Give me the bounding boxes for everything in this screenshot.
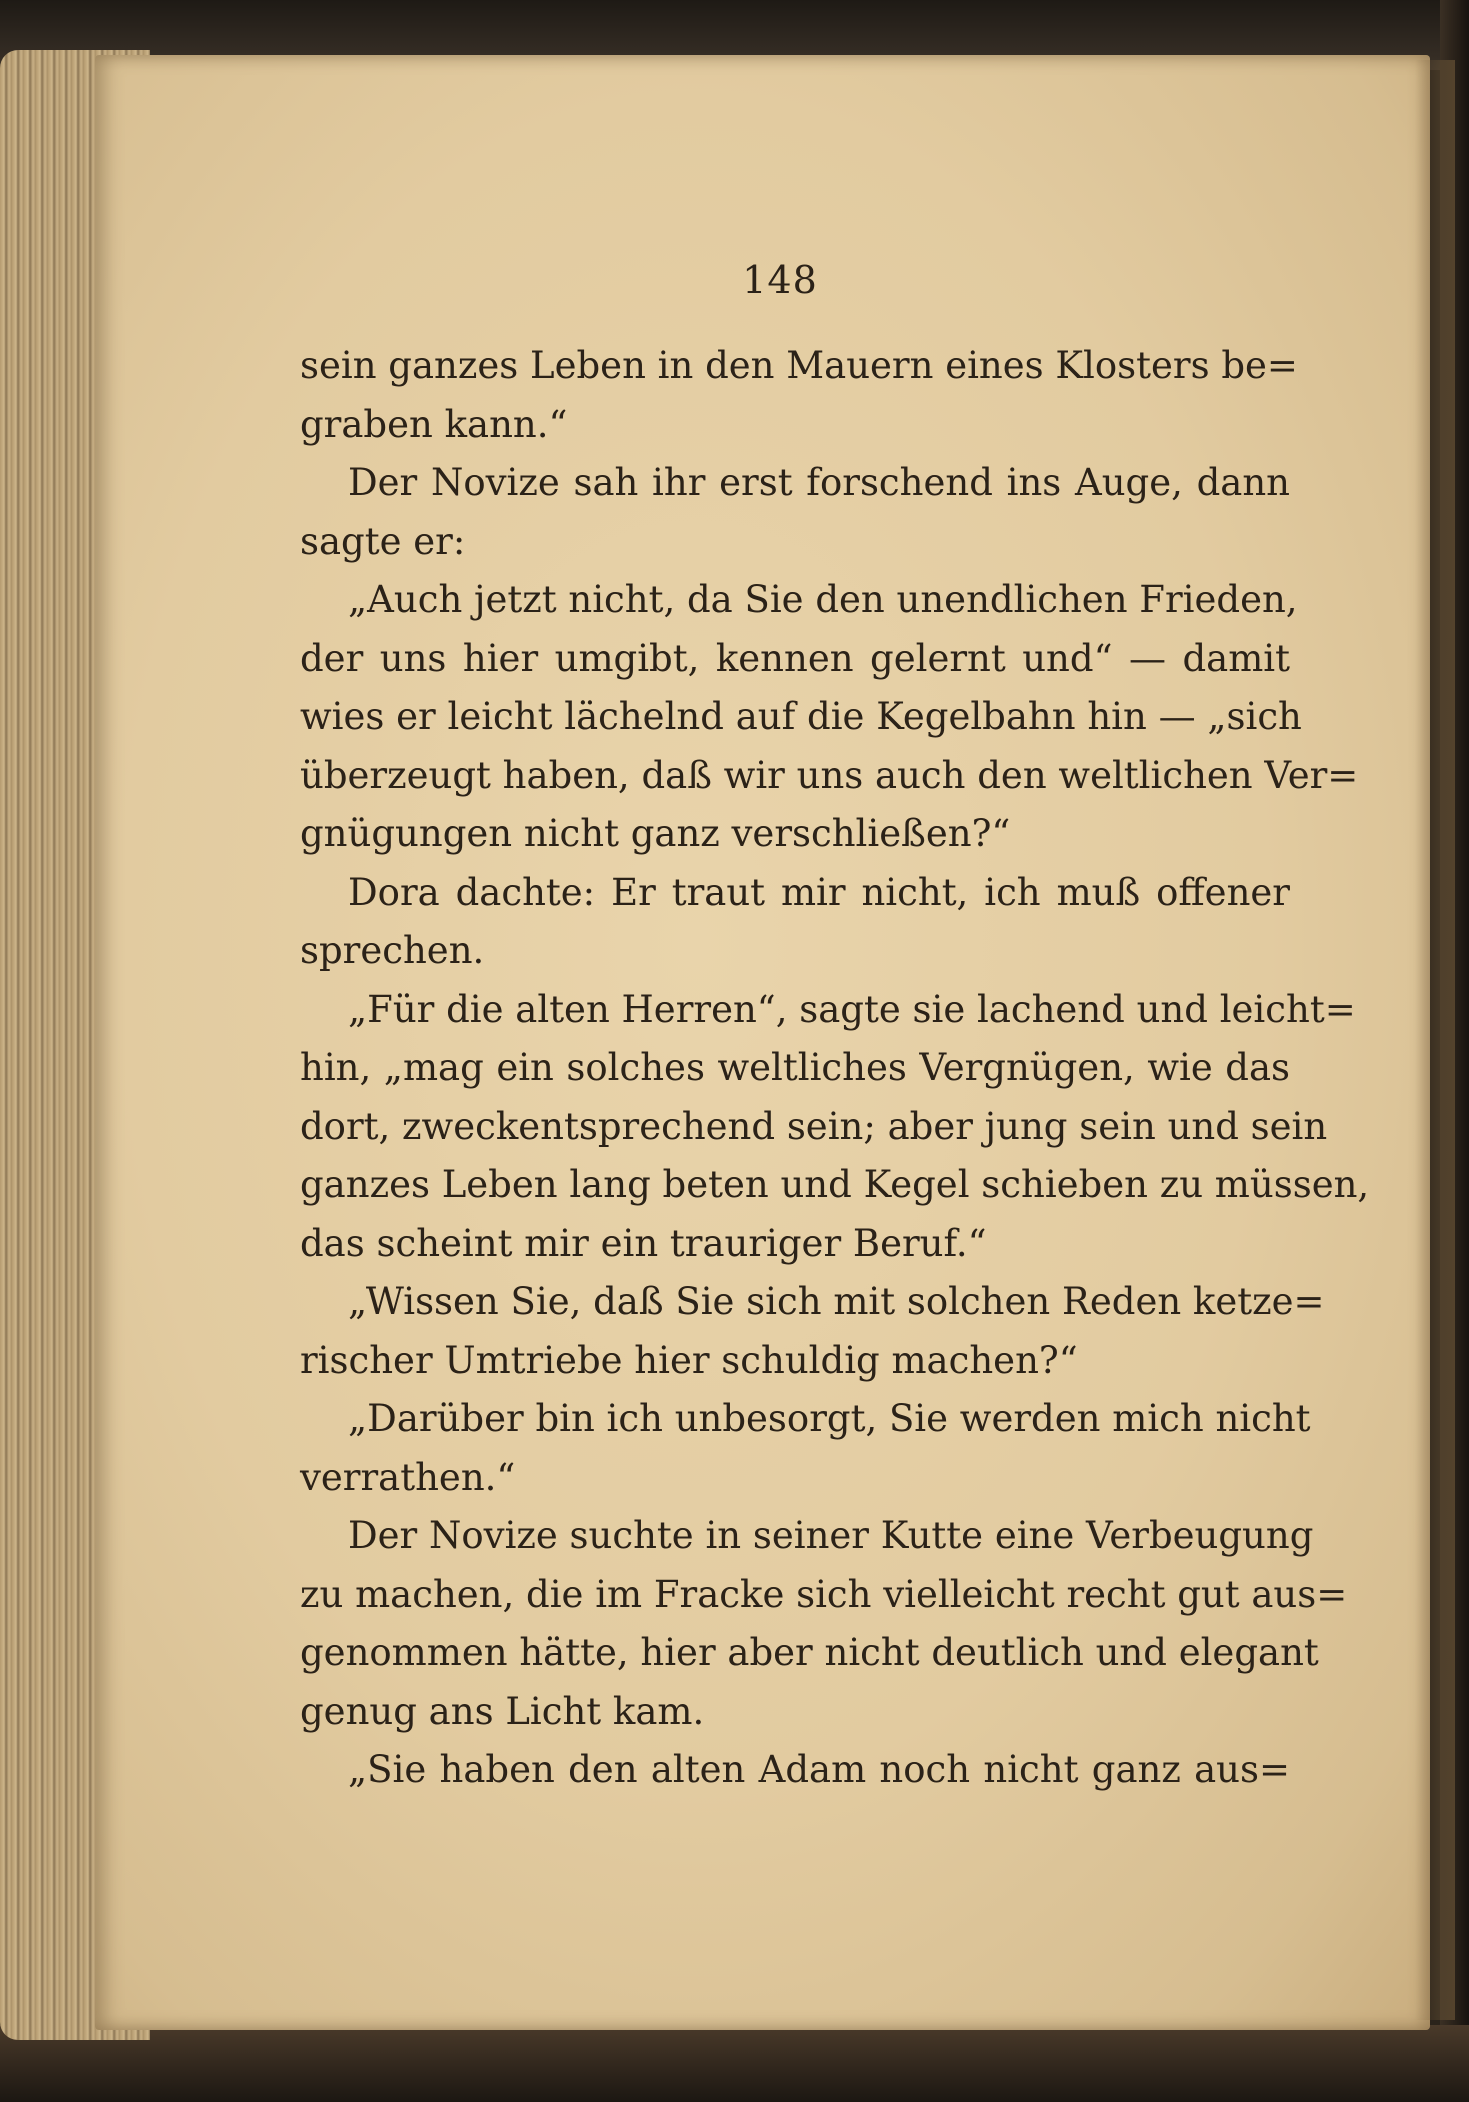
text-line: genug ans Licht kam. — [300, 1689, 705, 1733]
text-line: gnügungen nicht ganz verschließen?“ — [300, 812, 1011, 855]
text-line: ganzes Leben lang beten und Kegel schieben zu müssen, — [300, 1163, 1370, 1206]
text-line: zu machen, die im Fracke sich vielleicht recht gut aus= — [300, 1572, 1348, 1616]
text-line: sein ganzes Leben in den Mauern eines Klosters be= — [300, 344, 1298, 387]
text-line: „Auch jetzt nicht, da Sie den unendlichen Frieden, — [348, 578, 1298, 621]
text-line: sagte er: — [300, 519, 466, 563]
text-line: rischer Umtriebe hier schuldig machen?“ — [300, 1338, 1078, 1382]
text-line: „Wissen Sie, daß Sie sich mit solchen Reden ketze= — [348, 1280, 1325, 1323]
text-line: „Sie haben den alten Adam noch nicht ganz aus= — [348, 1748, 1290, 1791]
text-line: Dora dachte: Er traut mir nicht, ich muß offener — [348, 870, 1290, 914]
text-line: genommen hätte, hier aber nicht deutlich und elegant — [300, 1631, 1319, 1674]
text-line: sprechen. — [300, 929, 485, 972]
text-line: das scheint mir ein trauriger Beruf.“ — [300, 1221, 987, 1265]
text-line: hin, „mag ein solches weltliches Vergnügen, wie das — [300, 1046, 1290, 1089]
text-line: wies er leicht lächelnd auf die Kegelbahn hin — „sich — [300, 695, 1302, 738]
text-line: „Für die alten Herren“, sagte sie lachend und leicht= — [348, 987, 1356, 1031]
text-line: Der Novize suchte in seiner Kutte eine Verbeugung — [348, 1514, 1314, 1557]
text-line: „Darüber bin ich unbesorgt, Sie werden mich nicht — [348, 1397, 1311, 1440]
body-text — [300, 337, 1370, 1800]
text-line: Der Novize sah ihr erst forschend ins Auge, dann — [348, 461, 1290, 504]
text-line: dort, zweckentsprechend sein; aber jung sein und sein — [300, 1104, 1328, 1148]
text-line: überzeugt haben, daß wir uns auch den weltlichen Ver= — [300, 753, 1359, 797]
text-line: der uns hier umgibt, kennen gelernt und“ — damit — [300, 636, 1290, 680]
scan-bottom-edge — [0, 2025, 1469, 2102]
text-line: verrathen.“ — [300, 1455, 516, 1499]
page-gutter — [1415, 60, 1455, 2020]
text-line: graben kann.“ — [300, 402, 568, 446]
page-number: 148 — [742, 258, 818, 302]
